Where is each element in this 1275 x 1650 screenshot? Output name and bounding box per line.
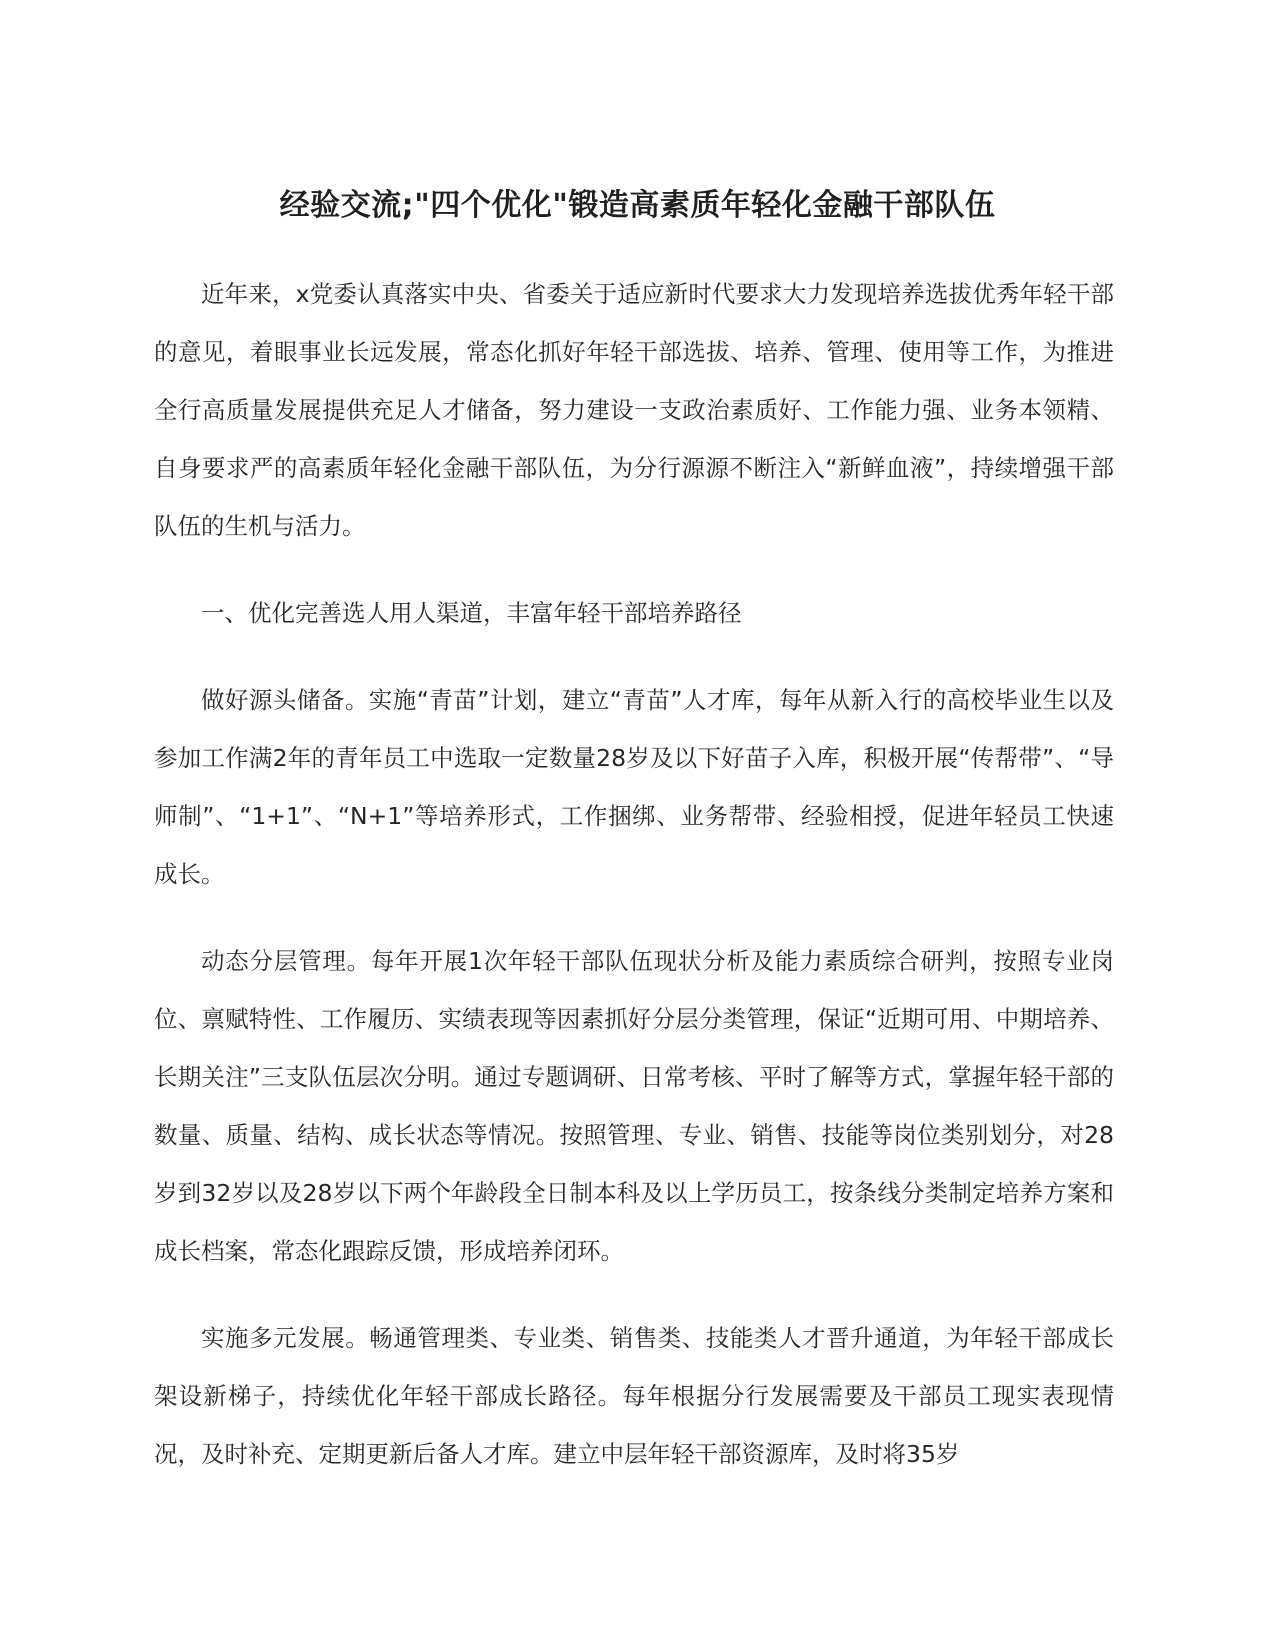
paragraph-intro: 近年来，x党委认真落实中央、省委关于适应新时代要求大力发现培养选拔优秀年轻干部的意见，着眼事业长远发展，常态化抓好年轻干部选拔、培养、管理、使用等工作，为推进全行高质量发展提供充足人才储备，努力建设一支政治素质好、工作能力强、业务本领精、自身要求严的高素质年轻化金融干部队伍，为分行源源不断注入“新鲜血液”，持续增强干部队伍的生机与活力。 — [154, 280, 1114, 540]
paragraph-dynamic-management: 动态分层管理。每年开展1次年轻干部队伍现状分析及能力素质综合研判，按照专业岗位、禀赋特性、工作履历、实绩表现等因素抓好分层分类管理，保证“近期可用、中期培养、长期关注”三支队伍层次分明。通过专题调研、日常考核、平时了解等方式，掌握年轻干部的数量、质量、结构、成长状态等情况。按照管理、专业、销售、技能等岗位类别划分，对28岁到32岁以及28岁以下两个年龄段全日制本科及以上学历员工，按条线分类制定培养方案和成长档案，常态化跟踪反馈，形成培养闭环。 — [154, 947, 1114, 1265]
paragraph-source-reserve: 做好源头储备。实施“青苗”计划，建立“青苗”人才库，每年从新入行的高校毕业生以及参加工作满2年的青年员工中选取一定数量28岁及以下好苗子入库，积极开展“传帮带”、“导师制”、“1+1”、“N+1”等培养形式，工作捆绑、业务帮带、经验相授，促进年轻员工快速成长。 — [154, 686, 1114, 888]
document-body — [154, 265, 1114, 1512]
paragraph-diverse-development: 实施多元发展。畅通管理类、专业类、销售类、技能类人才晋升通道，为年轻干部成长架设新梯子，持续优化年轻干部成长路径。每年根据分行发展需要及干部员工现实表现情况，及时补充、定期更新后备人才库。建立中层年轻干部资源库，及时将35岁 — [154, 1324, 1114, 1468]
section-heading-1: 一、优化完善选人用人渠道，丰富年轻干部培养路径 — [201, 599, 742, 627]
document-title: 经验交流;"四个优化"锻造高素质年轻化金融干部队伍 — [279, 188, 996, 223]
